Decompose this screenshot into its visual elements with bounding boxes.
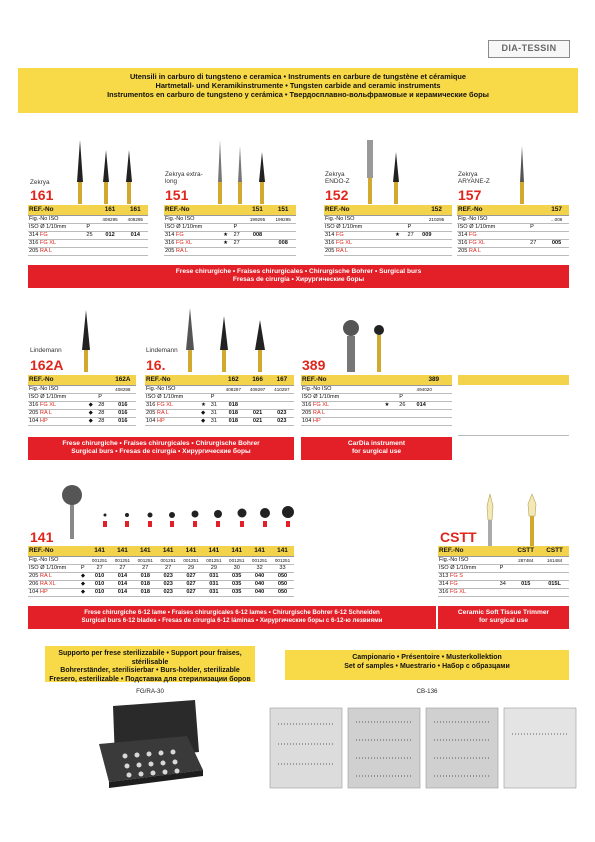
cat-162a: Lindemann — [30, 347, 62, 354]
hdr-ref: REF.-No — [28, 205, 85, 215]
cat-161: Zekrya — [30, 179, 50, 186]
empty-table-area — [458, 385, 569, 436]
table-162a: REF.-No 162A Fig.-No ISO 408298 ISO Ø 1/10mm P 316 FG XL ◆ 28 016 205 RA L ◆ 28 016 104 HP ◆ 28 016 — [28, 375, 136, 426]
cat-151: Zekrya extra-long — [165, 171, 203, 185]
bur-162a-images — [78, 308, 108, 373]
page-title-band — [18, 68, 578, 113]
bur-151-images — [210, 138, 280, 206]
bur-389-images — [335, 318, 395, 374]
support-model: FG/RA-30 — [136, 688, 164, 695]
code-151: 151 — [165, 187, 189, 203]
bur-152-images — [360, 138, 410, 206]
bur-holder-image — [95, 700, 205, 790]
title-line-3: Instrumentos en carburo de tungsteno y cerámica • Твердосплавно-вольфрамовые и керамические боры — [107, 90, 489, 100]
table-157: REF.-No 157 Fig.-No ISO ...006 ISO Ø 1/10mm P 314 FG 316 FG XL 27 005 205 RA L — [457, 205, 569, 256]
table-389: REF.-No 389 Fig.-No ISO 494020 ISO Ø 1/10mm P 316 FG XL ★ 26 014 205 RA L 104 HP — [301, 375, 452, 426]
support-band: Supporto per frese sterilizzabile • Support pour fraises, stérilisable Bohrerständer, sterilisierbar • Burs-holder, sterilizable Fresero, esterilizable • Подставка для стерилизации боров — [45, 646, 255, 682]
code-162a: 162A — [30, 357, 64, 373]
code-161: 161 — [30, 187, 54, 203]
brand-logo: DIA-TESSIN — [488, 40, 570, 58]
table-152: REF.-No 152 Fig.-No ISO 210295 ISO Ø 1/10mm P 314 FG ★ 27 009 316 FG XL 205 RA L — [324, 205, 452, 256]
cat-16: Lindemann — [146, 347, 178, 354]
code-16: 16. — [146, 357, 166, 373]
bur-161-images — [70, 138, 140, 206]
surgical-burs-band: Frese chirurgiche • Fraises chirurgicales • Chirurgische Bohrer • Surgical burs Fresas de cirurgía • Хирургические боры — [28, 265, 569, 288]
table-141: REF.-No 141 141 141 141 141 141 141 141 141 Fig.-No ISO 001251 001251 001251 001251 001251 001251 001251 001251 001251 ISO Ø 1/10mm P 27 27 27 27 29 29 30 32 33 205 RA L ◆ 010 014 018 023 027 031 035 040 050 206 RA XL ◆ 010 014 018 023 027 031 035 040 050 104 HP ◆ 010 014 018 023 027 031 035 040 050 — [28, 546, 294, 597]
table-161: REF.-No 161 161 Fig.-No ISO 408295 408295 ISO Ø 1/10mm P 314 FG 25 012 014 316 FG XL 205 RA L — [28, 205, 148, 256]
cstt-band: Ceramic Soft Tissue Trimmer for surgical use — [438, 606, 569, 629]
table-cstt: REF.-No CSTT CSTT Fig.-No ISO 287484 161484 ISO Ø 1/10mm P 313 FG S 314 FG 34 015 015L 316 FG XL — [438, 546, 569, 597]
samples-band: Campionario • Présentoire • Musterkollektion Set of samples • Muestrario • Набор с образцами — [285, 650, 569, 680]
six-twelve-blade-band: Frese chirurgiche 6-12 lame • Fraises chirurgicales 6-12 lames • Chirurgische Bohrer 6-12 Schneiden Surgical burs 6-12 blades • Fresas de cirurgía 6-12 láminas • Хирургические боры с 6-12-ю лезвиями — [28, 606, 436, 629]
cat-157: Zekrya ARYANE-Z — [458, 171, 490, 185]
bur-157-images — [510, 138, 550, 206]
code-152: 152 — [325, 187, 349, 203]
title-line-1: Utensili in carburo di tungsteno e ceramica • Instruments en carbure de tungstène et céramique — [129, 72, 467, 81]
samples-model: CB-136 — [416, 688, 438, 695]
bur-141-images — [60, 483, 300, 543]
surgical-burs-band-2: Frese chirurgiche • Fraises chirurgicales • Chirurgische Bohrer Surgical burs • Fresas de cirurgía • Хирургические боры — [28, 437, 294, 460]
code-141: 141 — [30, 529, 54, 545]
bur-cstt-images — [480, 494, 550, 546]
code-cstt: CSTT — [440, 529, 477, 545]
bur-16-images — [180, 306, 280, 374]
code-157: 157 — [458, 187, 482, 203]
title-line-2: Hartmetall- und Keramikinstrumente • Tungsten carbide and ceramic instruments — [155, 81, 441, 91]
empty-header-bar — [458, 375, 569, 385]
cat-152: Zekrya ENDO-Z — [325, 171, 350, 185]
sample-case-image — [270, 700, 580, 790]
cardia-band: CarDia instrument for surgical use — [301, 437, 452, 460]
table-16: REF.-No 162 166 167 Fig.-No ISO 408297 409297 410297 ISO Ø 1/10mm P 316 FG XL ★ 31 018 205 RA L ◆ 31 018 021 023 104 HP ◆ 31 018 021 023 — [145, 375, 294, 426]
table-151: REF.-No 151 151 Fig.-No ISO 199295 199295 ISO Ø 1/10mm P 314 FG ★ 27 008 316 FG XL ★ 27 008 205 RA L — [164, 205, 296, 256]
code-389: 389 — [302, 357, 326, 373]
